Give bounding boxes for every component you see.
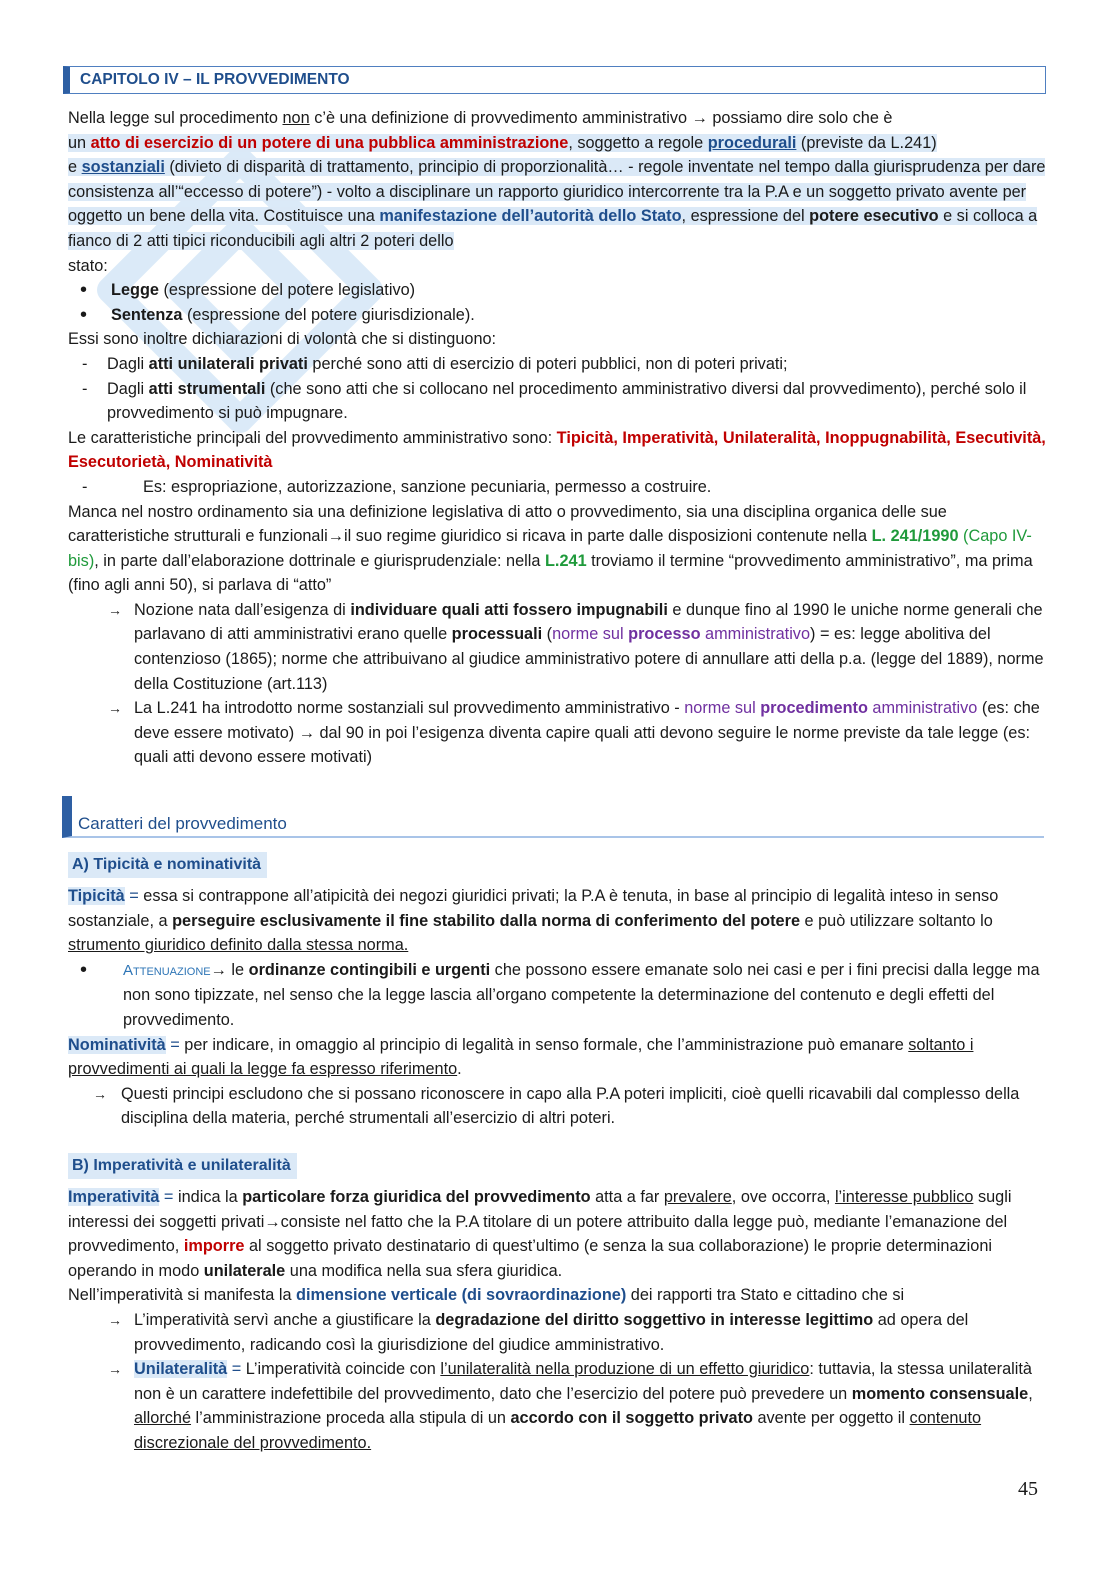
imperativity-notes (68, 1308, 1046, 1456)
list-item: - Es: espropriazione, autorizzazione, sanzione pecuniaria, permesso a costruire. (68, 475, 1046, 500)
notes-list (68, 598, 1046, 770)
list-item: • Attenuazione→ le ordinanze contingibili e urgenti che possono essere emanate solo nei casi e per i fini precisi dalla legge ma non sono tipizzate, nel senso che la legge lascia all’organo competente la determinazione del contenuto e degli effetti del provvedimento. (68, 958, 1046, 1033)
page-number: 45 (1018, 1478, 1038, 1500)
intro-paragraph: Nella legge sul procedimento non c’è una definizione di provvedimento amministrativo → possiamo dire solo che è un atto di esercizio di un potere di una pubblica amministrazione, soggetto a regole procedurali (previste da L.241) e sostanziali (divieto di disparità di trattamento, principio di proporzionalità… - regole inventate nel tempo dalla giurisprudenza per dare consistenza all’“eccesso di potere”) - volto a disciplinare un rapporto giuridico intercorrente tra la P.A e un soggetto privato avente per oggetto un bene della vita. Costituisce una manifestazione dell’autorità dello Stato, espressione del potere esecutivo e si colloca a fianco di 2 atti tipici riconducibili agli altri 2 poteri dello stato: (68, 109, 1046, 275)
distinguish-intro: Essi sono inoltre dichiarazioni di volontà che si distinguono: (68, 330, 497, 349)
characteristics-paragraph: Le caratteristiche principali del provvedimento amministrativo sono: Tipicità, Imperatività, Unilateralità, Inoppugnabilità, Esecutività, Esecutorietà, Nominatività (68, 428, 1046, 472)
manca-paragraph: Manca nel nostro ordinamento sia una definizione legislativa di atto o provvedimento, sia una disciplina organica delle sue caratteristiche strutturali e funzionali→il suo regime giuridico si ricava in parte dalle disposizioni contenute nella L. 241/1990 (Capo IV-bis), in parte dall’elaborazione dottrinale e giurisprudenziale: nella L.241 troviamo il termine “provvedimento amministrativo”, ma prima (fino agli anni 50), si parlava di “atto” (68, 502, 1033, 595)
subsection-b-title: B) Imperatività e unilateralità (68, 1153, 297, 1179)
principles-list (68, 1082, 1046, 1131)
list-item: → L’imperatività servì anche a giustificare la degradazione del diritto soggettivo in interesse legittimo ad opera del provvedimento, radicando così la giurisdizione del giudice amministrativo. (68, 1308, 1046, 1357)
tipicita-paragraph: Tipicità = essa si contrappone all’atipicità dei negozi giuridici privati; la P.A è tenuta, in base al principio di legalità inteso in senso sostanziale, a perseguire esclusivamente il fine stabilito dalla norma di conferimento del potere e può utilizzare soltanto lo strumento giuridico definito dalla stessa norma. (68, 887, 999, 955)
attenuation-list (68, 958, 1046, 1033)
list-item: → Unilateralità = L’imperatività coincide con l’unilateralità nella produzione di un effetto giuridico: tuttavia, la stessa unilateralità non è un carattere indefettibile del provvedimento, dato che l’esercizio del potere può prevedere un momento consensuale, allorché l’amministrazione proceda alla stipula di un accordo con il soggetto privato avente per oggetto il contenuto discrezionale del provvedimento. (68, 1357, 1046, 1455)
section-title: Caratteri del provvedimento (62, 796, 1044, 838)
page-content (68, 60, 1046, 1456)
example-list (68, 475, 1046, 500)
list-item: • Sentenza (espressione del potere giurisdizionale). (68, 303, 1046, 328)
imperativita-paragraph: Imperatività = indica la particolare forza giuridica del provvedimento atta a far prevalere, ove occorra, l’interesse pubblico sugli interessi dei soggetti privati→consiste nel fatto che la P.A titolare di un potere attribuito dalla legge può, mediante l’emanazione del provvedimento, imporre al soggetto privato destinatario di quest’ultimo (e senza la sua collaborazione) le proprie determinazioni operando in modo unilaterale una modifica nella sua sfera giuridica. (68, 1187, 1012, 1280)
list-item: → Nozione nata dall’esigenza di individuare quali atti fossero impugnabili e dunque fino al 1990 le uniche norme generali che parlavano di atti amministrativi erano quelle processuali (norme sul processo amministrativo) = es: legge abolitiva del contenzioso (1865); norme che attribuivano al giudice amministrativo potere di annullare atti della p.a. (legge del 1889), norme della Costituzione (art.113) (68, 598, 1046, 696)
distinction-list (68, 352, 1046, 426)
list-item: → La L.241 ha introdotto norme sostanziali sul provvedimento amministrativo - norme sul procedimento amministrativo (es: che deve essere motivato) → dal 90 in poi l’esigenza diventa capire quali atti devono seguire le norme previste da tale legge (es: quali atti devono essere motivati) (68, 696, 1046, 770)
subsection-a-title: A) Tipicità e nominatività (68, 852, 267, 878)
powers-list (68, 278, 1046, 327)
list-item: → Questi principi escludono che si possano riconoscere in capo alla P.A poteri impliciti, cioè quelli ricavabili dal complesso della disciplina della materia, perché strumentali all’esercizio di altri poteri. (68, 1082, 1046, 1131)
nominativita-paragraph: Nominatività = per indicare, in omaggio al principio di legalità in senso formale, che l’amministrazione può emanare soltanto i provvedimenti ai quali la legge fa espresso riferimento. (68, 1035, 974, 1079)
vertical-paragraph: Nell’imperatività si manifesta la dimensione verticale (di sovraordinazione) dei rapporti tra Stato e cittadino che si (68, 1286, 905, 1305)
list-item: - Dagli atti unilaterali privati perché sono atti di esercizio di poteri pubblici, non di poteri privati; (68, 352, 1046, 377)
chapter-title: CAPITOLO IV – IL PROVVEDIMENTO (63, 66, 1046, 94)
list-item: - Dagli atti strumentali (che sono atti che si collocano nel procedimento amministrativo diversi dal provvedimento), perché solo il provvedimento si può impugnare. (68, 377, 1046, 426)
list-item: • Legge (espressione del potere legislativo) (68, 278, 1046, 303)
